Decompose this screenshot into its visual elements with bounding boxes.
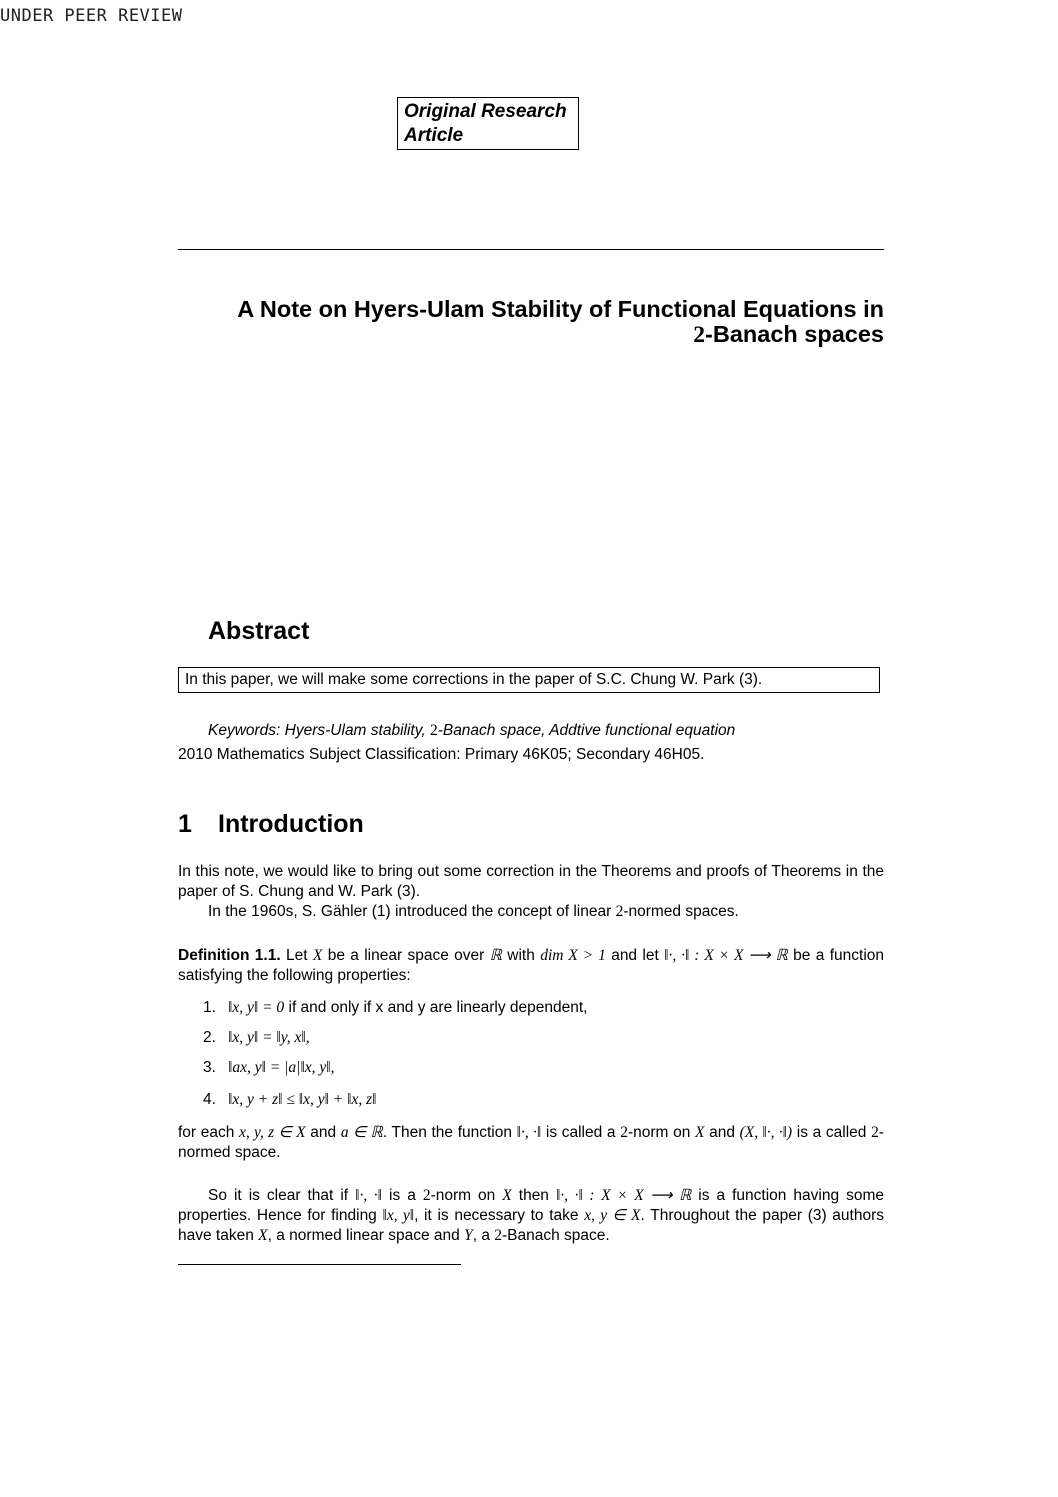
para3-text: is a [382,1187,423,1204]
definition-1-1 [178,946,884,986]
para3-text: . Throughout the paper (3) authors have taken [178,1207,885,1244]
para3-text: , it is necessary to take [414,1207,585,1224]
para3-math: ‖·, ·‖ [355,1187,383,1204]
section-heading-introduction [178,810,364,839]
after-list-text: and [704,1124,740,1141]
list-item [203,1029,310,1047]
after-list-math: a ∈ ℝ [340,1124,383,1141]
list-item-math: ‖x, y + z‖ ≤ ‖x, y‖ + ‖x, z‖ [228,1091,377,1108]
para2-before: In the 1960s, S. Gähler (1) introduced the concept of linear [208,903,616,920]
list-item-math: ‖x, y‖ = ‖y, x‖, [228,1029,310,1046]
para3-text: , a [472,1227,495,1244]
after-list-text: . Then the function [382,1124,517,1141]
para3-math: ‖x, y‖ [382,1207,415,1224]
msc-classification: 2010 Mathematics Subject Classification: Primary 46K05; Secondary 46H05. [178,746,705,763]
def-t1: Let [286,947,313,964]
keywords-before: Keywords: Hyers-Ulam stability, [208,722,430,739]
list-item-math: ‖x, y‖ = 0 [228,999,285,1016]
def-m3: dim X > 1 [540,947,606,964]
title-math: 2 [693,322,706,348]
title-rule [178,249,884,250]
definition-conclusion [178,1123,884,1163]
list-item-text: if and only if x and y are linearly dependent, [284,999,588,1016]
after-list-text: -norm on [627,1124,695,1141]
watermark: UNDER PEER REVIEW [0,6,183,26]
article-type-line-2: Article [404,125,464,146]
intro-paragraph-1: In this note, we would like to bring out some correction in the Theorems and proofs of Theorems in the paper of S. Chung and W. Park (3). [178,863,884,900]
list-item [203,1091,377,1109]
def-t2: be a linear space over [322,947,490,964]
para3-math: 2 [494,1227,502,1244]
list-item-number: 2. [203,1029,216,1046]
list-item-number: 1. [203,999,216,1016]
para3-text: is a function having some properties. Hence for finding [178,1187,884,1224]
def-m1: X [312,947,323,964]
after-list-math: 2 [620,1124,628,1141]
keywords [208,722,735,740]
after-list-text: for each [178,1124,240,1141]
after-list-text: is called a [541,1124,621,1141]
definition-label: Definition 1.1. [178,947,281,964]
after-list-math: (X, ‖·, ·‖) [739,1124,793,1141]
para3-text: then [511,1187,556,1204]
para2-after: -normed spaces. [623,903,739,920]
after-list-math: 2 [871,1124,879,1141]
title-line-2 [178,322,884,348]
def-t4: and let [605,947,665,964]
title-line-2-text: -Banach spaces [705,321,884,347]
after-list-math: ‖·, ·‖ [516,1124,542,1141]
def-t3: with [501,947,541,964]
intro-paragraph-3 [178,1186,884,1246]
para3-math: X [258,1227,268,1244]
list-item-number: 3. [203,1059,216,1076]
after-list-math: X [694,1124,705,1141]
keywords-math: 2 [429,722,438,739]
para3-math: X [502,1187,512,1204]
para3-text: -norm on [430,1187,503,1204]
para3-text: , a normed linear space and [267,1227,465,1244]
list-item-number: 4. [203,1091,216,1108]
def-m4: ‖·, ·‖ : X × X ⟶ ℝ [664,947,788,964]
after-list-text: -normed space. [178,1124,884,1161]
footnote-rule [178,1264,461,1265]
para3-math: 2 [422,1187,431,1204]
para2-math: 2 [615,903,624,920]
list-item [203,1059,335,1077]
after-list-text: and [305,1124,341,1141]
para3-math: ‖·, ·‖ : X × X ⟶ ℝ [555,1187,692,1204]
abstract-box: In this paper, we will make some corrections in the paper of S.C. Chung W. Park (3). [178,667,880,693]
para3-math: Y [464,1227,473,1244]
para3-math: x, y ∈ X [584,1207,641,1224]
after-list-math: x, y, z ∈ X [239,1124,306,1141]
para3-text: -Banach space. [502,1227,610,1244]
abstract-heading: Abstract [208,617,310,645]
article-type-line-1: Original Research [404,101,567,122]
para3-text: So it is clear that if [208,1187,356,1204]
list-item-math: ‖ax, y‖ = |a|‖x, y‖, [228,1059,335,1076]
section-title: Introduction [218,810,364,838]
keywords-after: -Banach space, Addtive functional equation [437,722,736,739]
def-t5: be a function satisfying the following properties: [178,947,885,984]
list-item [203,999,588,1017]
paper-title [178,297,884,348]
title-line-1: A Note on Hyers-Ulam Stability of Functional Equations in [237,296,884,322]
intro-paragraph-2 [178,902,884,922]
article-type-box [397,97,579,150]
after-list-text: is a called [792,1124,872,1141]
section-number: 1 [178,810,192,838]
def-m2: ℝ [489,947,502,964]
